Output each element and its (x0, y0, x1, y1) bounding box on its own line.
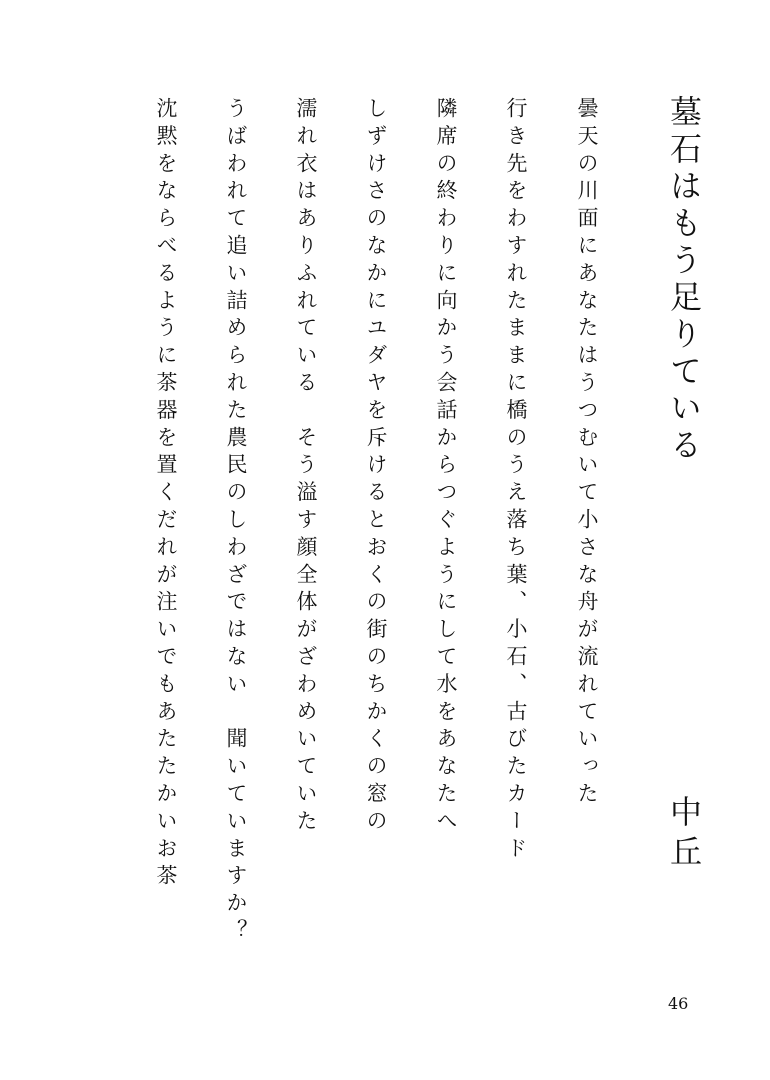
poem-line-2: 行き先をわすれたままに橋のうえ落ち葉、小石、古びたカード (504, 97, 528, 865)
poem-line-1: 曇天の川面にあなたはうつむいて小さな舟が流れていった (575, 97, 599, 810)
poem-line-7: 沈黙をならべるように茶器を置くだれが注いでもあたたかいお茶 (154, 97, 178, 892)
author-name: 中丘 (665, 795, 703, 875)
page-number: 46 (668, 994, 689, 1013)
poem-line-4: しずけさのなかにユダヤを斥けるとおくの街のちかくの窓の (364, 97, 388, 837)
poem-line-5: 濡れ衣はありふれている そう溢す顔全体がざわめいていた (294, 97, 318, 837)
poem-title: 墓石はもう足りている (665, 95, 703, 465)
poem-line-3: 隣席の終わりに向かう会話からつぐようにして水をあなたへ (434, 97, 458, 837)
poem-line-6: うばわれて追い詰められた農民のしわざではない 聞いていますか？ (224, 97, 248, 947)
